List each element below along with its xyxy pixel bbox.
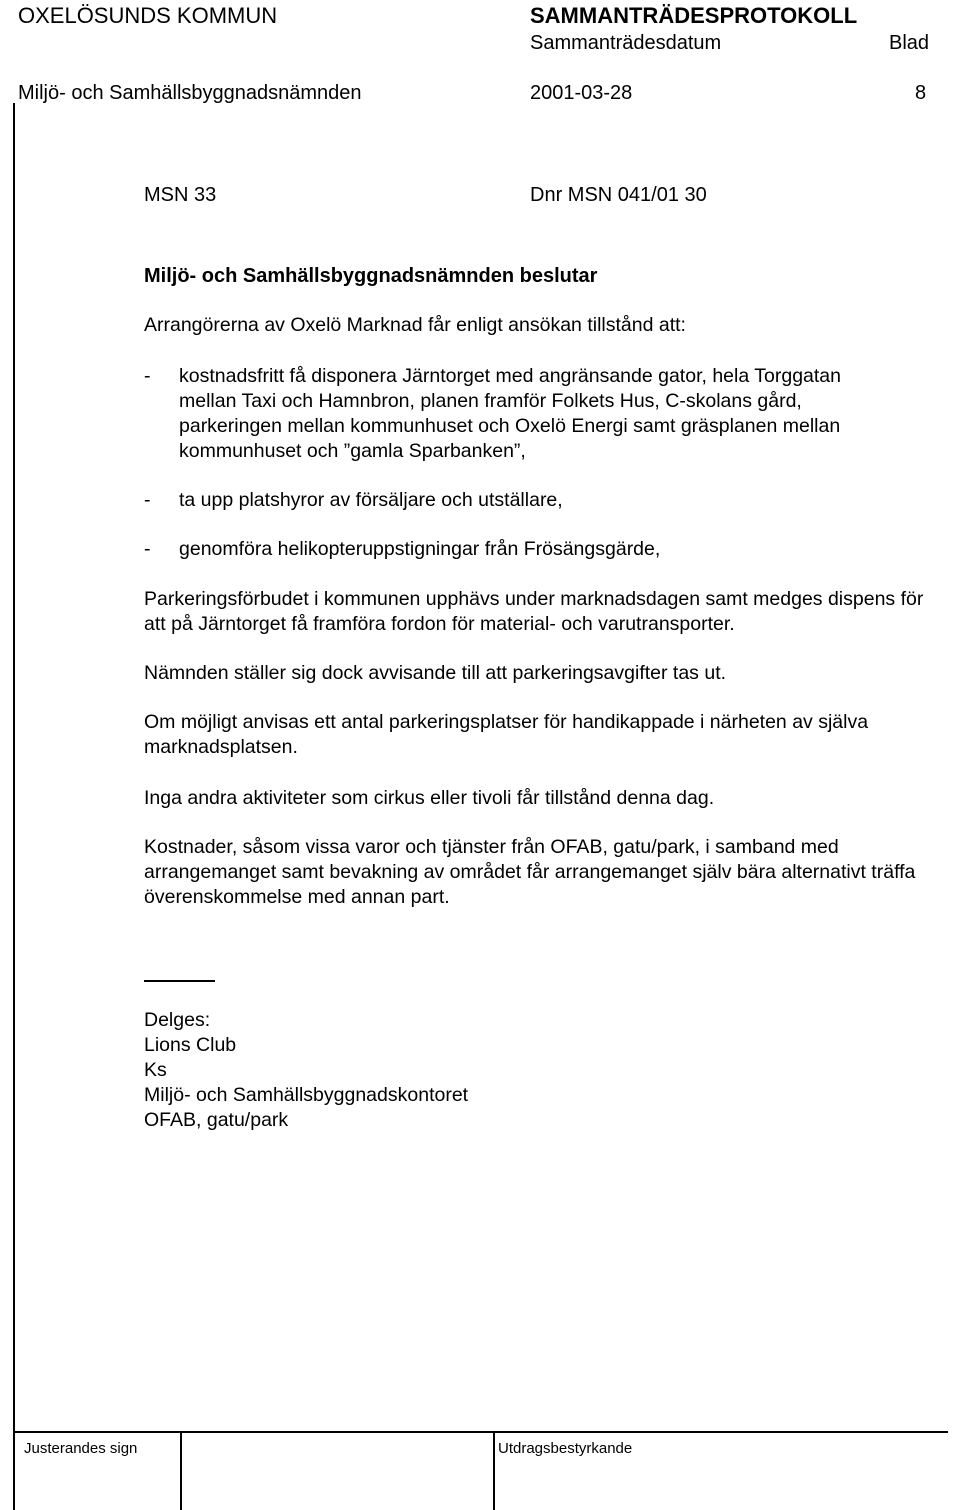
left-margin-rule bbox=[13, 103, 15, 1510]
bullet-dash: - bbox=[144, 489, 151, 511]
bullet-text: kostnadsfritt få disponera Järntorget med angränsande gator, hela Torggatan mellan Taxi och Hamnbron, planen framför Folkets Hus, C-skolans gård, parkeringen mellan kommunhuset och Oxelö Energi samt gräsplanen mellan kommunhuset och ”gamla Sparbanken”, bbox=[179, 365, 841, 462]
list-item bbox=[144, 488, 944, 513]
recipient: Ks bbox=[144, 1059, 167, 1081]
committee-name: Miljö- och Samhällsbyggnadsnämnden bbox=[18, 82, 362, 104]
page-number: 8 bbox=[915, 82, 927, 104]
recipient: OFAB, gatu/park bbox=[144, 1109, 289, 1131]
list-item bbox=[144, 364, 944, 464]
bullet-dash: - bbox=[144, 538, 151, 560]
separator-rule bbox=[144, 980, 215, 982]
page-label: Blad bbox=[889, 32, 930, 54]
paragraph: Nämnden ställer sig dock avvisande till att parkeringsavgifter tas ut. bbox=[144, 662, 727, 684]
footer-divider bbox=[493, 1431, 495, 1510]
recipient: Miljö- och Samhällsbyggnadskontoret bbox=[144, 1084, 469, 1106]
municipality-name: OXELÖSUNDS KOMMUN bbox=[18, 3, 278, 28]
decision-heading: Miljö- och Samhällsbyggnadsnämnden beslutar bbox=[144, 265, 598, 287]
footer-rule bbox=[13, 1431, 948, 1433]
footer-divider bbox=[180, 1431, 182, 1510]
document-type: SAMMANTRÄDESPROTOKOLL bbox=[530, 3, 858, 28]
recipient: Lions Club bbox=[144, 1034, 237, 1056]
date-label: Sammanträdesdatum bbox=[530, 32, 722, 54]
bullet-text: genomföra helikopteruppstigningar från Frösängsgärde, bbox=[179, 538, 661, 560]
paragraph: Kostnader, såsom vissa varor och tjänster från OFAB, gatu/park, i samband med arrangemanget samt bevakning av området får arrangemanget själv bära alternativt träffa överenskommelse med annan part. bbox=[144, 836, 916, 908]
paragraph: Inga andra aktiviteter som cirkus eller tivoli får tillstånd denna dag. bbox=[144, 787, 715, 809]
paragraph: Om möjligt anvisas ett antal parkeringsplatser för handikappade i närheten av själva marknadsplatsen. bbox=[144, 711, 869, 758]
paragraph: Parkeringsförbudet i kommunen upphävs under marknadsdagen samt medges dispens för att på Järntorget få framföra fordon för material- och varutransporter. bbox=[144, 588, 924, 635]
case-number: MSN 33 bbox=[144, 184, 217, 206]
extract-certification-label: Utdragsbestyrkande bbox=[498, 1440, 633, 1457]
list-item bbox=[144, 537, 944, 562]
bullet-text: ta upp platshyror av försäljare och utställare, bbox=[179, 489, 563, 511]
case-dnr: Dnr MSN 041/01 30 bbox=[530, 184, 707, 206]
decision-intro: Arrangörerna av Oxelö Marknad får enligt ansökan tillstånd att: bbox=[144, 314, 686, 336]
bullet-dash: - bbox=[144, 365, 151, 387]
signature-label: Justerandes sign bbox=[24, 1440, 138, 1457]
meeting-date: 2001-03-28 bbox=[530, 82, 633, 104]
distribution-label: Delges: bbox=[144, 1009, 211, 1031]
